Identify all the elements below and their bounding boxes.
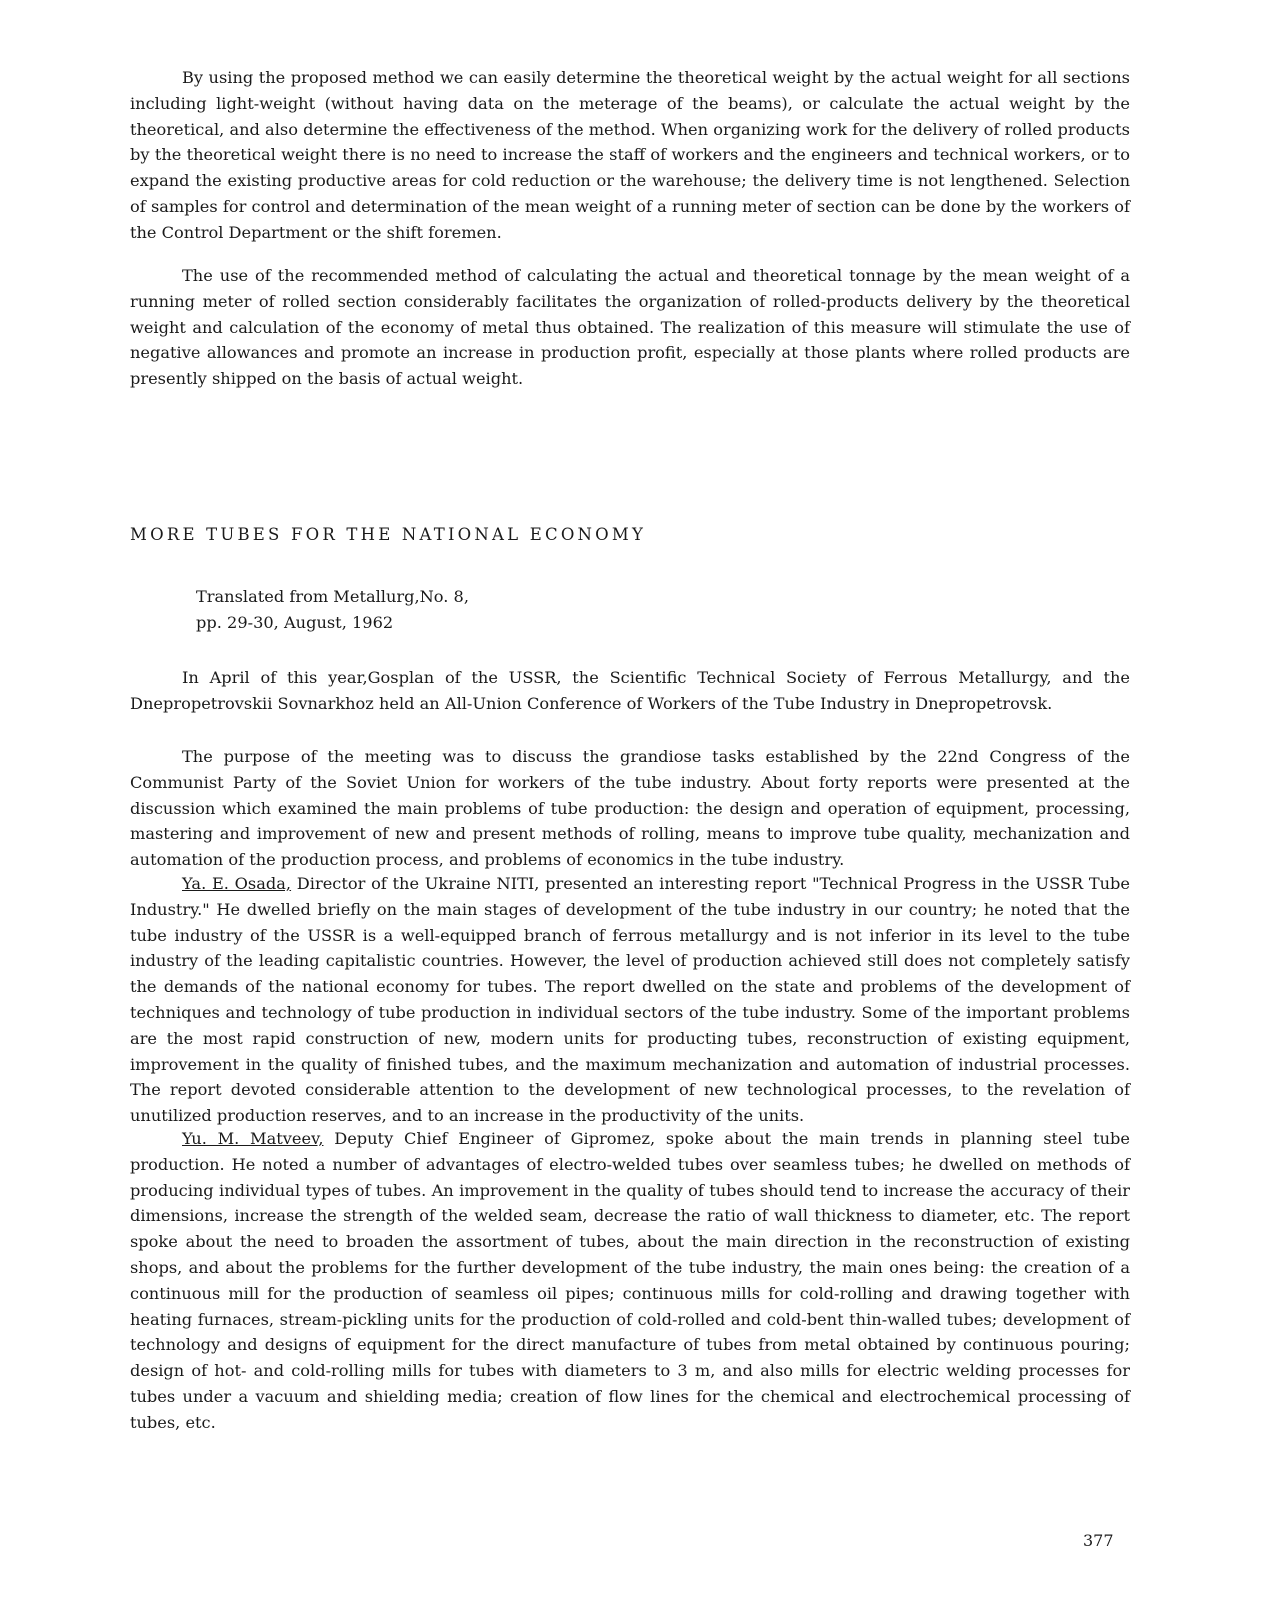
paragraph-osada-report [130,871,1130,1129]
paragraph-method-benefits: By using the proposed method we can easily determine the theoretical weight by the actual weight for all sections including light-weight (without having data on the meterage of the beams), or calculate the actual weight by the theoretical, and also determine the effectiveness of the method. When organizing work for the delivery of rolled products by the theoretical weight there is no need to increase the staff of workers and the engineers and technical workers, or to expand the existing productive areas for cold reduction or the warehouse; the delivery time is not lengthened. Selection of samples for control and determination of the mean weight of a running meter of section can be done by the workers of the Control Department or the shift foremen. [130,68,1130,242]
osada-report-text: Director of the Ukraine NITI, presented an interesting report "Technical Progress in the USSR Tube Industry." He dwelled briefly on the main stages of development of the tube industry in our country; he noted that the tube industry of the USSR is a well-equipped branch of ferrous metallurgy and is not inferior in its level to the tube industry of the leading capitalistic countries. However, the level of production achieved still does not completely satisfy the demands of the national economy for tubes. The report dwelled on the state and problems of the development of techniques and technology of tube production in individual sectors of the tube industry. Some of the important problems are the most rapid construction of new, modern units for producting tubes, reconstruction of existing equipment, improvement in the quality of finished tubes, and the maximum mechanization and automation of industrial processes. The report devoted considerable attention to the development of new technological processes, to the revelation of unutilized production reserves, and to an increase in the productivity of the units. [130,874,1130,1126]
paragraph-recommended-method: The use of the recommended method of calculating the actual and theoretical tonnage by the mean weight of a running meter of rolled section considerably facilitates the organization of rolled-products delivery by the theoretical weight and calculation of the economy of metal thus obtained. The realization of this measure will stimulate the use of negative allowances and promote an increase in production profit, especially at those plants where rolled products are presently shipped on the basis of actual weight. [130,266,1130,389]
paragraph-matveev-report [130,1126,1130,1436]
section-title: MORE TUBES FOR THE NATIONAL ECONOMY [130,525,647,544]
page-number: 377 [1083,1531,1114,1550]
matveev-report-text: Deputy Chief Engineer of Gipromez, spoke about the main trends in planning steel tube production. He noted a number of advantages of electro-welded tubes over seamless tubes; he dwelled on methods of producing individual types of tubes. An improvement in the quality of tubes should tend to increase the accuracy of their dimensions, increase the strength of the welded seam, decrease the ratio of wall thickness to diameter, etc. The report spoke about the need to broaden the assortment of tubes, about the main direction in the reconstruction of existing shops, and about the problems for the further development of the tube industry, the main ones being: the creation of a continuous mill for the production of seamless oil pipes; continuous mills for cold-rolling and drawing together with heating furnaces, stream-pickling units for the production of cold-rolled and cold-bent thin-walled tubes; development of technology and designs of equipment for the direct manufacture of tubes from metal obtained by continuous pouring; design of hot- and cold-rolling mills for tubes with diameters to 3 m, and also mills for electric welding processes for tubes under a vacuum and shielding media; creation of flow lines for the chemical and electrochemical processing of tubes, etc. [130,1129,1130,1432]
paragraph-meeting-purpose: The purpose of the meeting was to discuss the grandiose tasks established by the 22nd Congress of the Communist Party of the Soviet Union for workers of the tube industry. About forty reports were presented at the discussion which examined the main problems of tube production: the design and operation of equipment, processing, mastering and improvement of new and present methods of rolling, means to improve tube quality, mechanization and automation of the production process, and problems of economics in the tube industry. [130,747,1130,870]
speaker-name-matveev: Yu. M. Matveev, [182,1129,324,1148]
source-line-pages: pp. 29-30, August, 1962 [196,612,394,632]
source-line-journal: Translated from Metallurg,No. 8, [196,587,470,606]
speaker-name-osada: Ya. E. Osada, [182,874,292,893]
paragraph-conference-intro: In April of this year,Gosplan of the USSR, the Scientific Technical Society of Ferrous Metallurgy, and the Dnepropetrovskii Sovnarkhoz held an All-Union Conference of Workers of the Tube Industry in Dnepropetrovsk. [130,668,1130,713]
translation-source [196,584,469,635]
